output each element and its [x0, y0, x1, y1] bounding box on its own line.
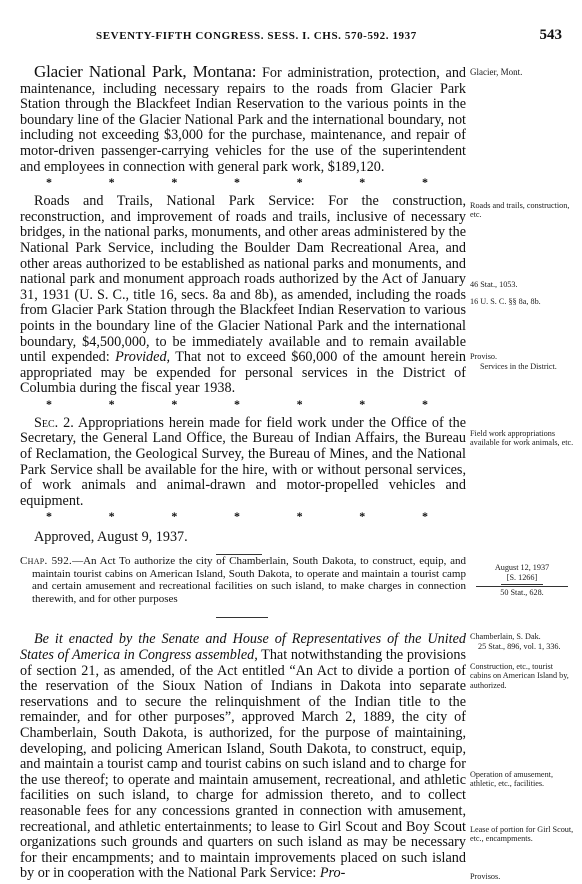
section-label: Sec. 2.	[34, 414, 74, 431]
roads-text: Roads and Trails, National Park Service: For the construction, reconstruction, and improvement of roads and trails, inclusive of necessary bridges, in the national parks, monuments, and other areas administered by the National Park Service, including the Boulder Dam Recreational Area, and other areas authorized to be established as national parks and monuments, and national park and monument approach roads authorized by the Act of January 31, 1931 (U. S. C., title 16, secs. 8a and 8b), as amended, including the roads from Glacier Park Station through the Blackfeet Indian Reservation to various points in the boundary line of the Glacier National Park and the international boundary, $4,500,000, to be immediately available and to remain available until expended:	[20, 193, 466, 366]
star: *	[233, 175, 240, 190]
star: *	[171, 509, 178, 524]
star: *	[46, 509, 52, 524]
approved-date: Approved, August 9, 1937.	[34, 529, 188, 546]
star: *	[421, 509, 428, 524]
margin-note-lease: Lease of portion for Girl Scout, etc., encampments.	[470, 825, 574, 844]
elision-stars-3	[20, 510, 466, 522]
margin-note-chamberlain: Chamberlain, S. Dak.	[470, 632, 541, 641]
provided-word: Provided,	[115, 349, 171, 366]
paragraph-enactment	[20, 632, 466, 882]
glacier-heading: Glacier National Park, Montana:	[34, 62, 257, 81]
margin-note-proviso-label: Proviso.	[470, 352, 498, 361]
running-header	[0, 27, 582, 50]
roads-text-2: That not to exceed $60,000 of the amount herein appropriated may be expended for personal services in the District of Columbia during the fiscal year 1938.	[20, 349, 466, 397]
star: *	[46, 175, 52, 190]
star: *	[171, 396, 178, 411]
star: *	[108, 396, 115, 411]
margin-note-chamberlain-stat: 25 Stat., 896, vol. 1, 336.	[478, 642, 561, 651]
paragraph-roads-trails	[20, 194, 466, 397]
margin-note-glacier: Glacier, Mont.	[470, 67, 523, 77]
stat-citation: 50 Stat., 628.	[476, 586, 568, 598]
star: *	[421, 175, 428, 190]
enacting-clause: Be it enacted by the Senate and House of Representatives of the United States of America in Congress assembled,	[20, 631, 466, 663]
star: *	[421, 396, 428, 411]
star: *	[46, 396, 52, 411]
chapter-label: Chap. 592.	[20, 555, 73, 568]
star: *	[296, 509, 303, 524]
star: *	[359, 509, 366, 524]
elision-stars-2	[20, 398, 466, 410]
sec-2-text: Appropriations herein made for field work under the Office of the Secretary, the General Land Office, the Bureau of Indian Affairs, the Bureau of Reclamation, the Geological Survey, the Bureau of Mines, and the National Park Service shall be available for the hire, with or without personal services, of work animals and animal-drawn and motor-propelled vehicles and equipment.	[20, 414, 467, 509]
chapter-title: —An Act To authorize the city of Chamberlain, South Dakota, to construct, equip, and maintain tourist cabins on American Island, South Dakota, to operate and maintain a tourist camp and certain amusement and recreational facilities on such island, to make charges in connection therewith, and for other purposes	[32, 555, 466, 605]
divider-rule	[216, 617, 268, 618]
enactment-text: That notwithstanding the provisions of section 21, as amended, of the Act entitled “An Act to divide a portion of the reservation of the Sioux Nation of Indians in Dakota into separate reservations and to secure the relinquishment of the Indian title to the remainder, and for other purposes”, approved March 2, 1889, the city of Chamberlain, South Dakota, is authorized, for the purpose of maintaining, developing, and policing American Island, South Dakota, to construct, equip, and maintain a tourist camp and tourist cabins on such island and to charge for the use thereof; to operate and maintain amusement, recreational, and athletic facilities on such island, to charge for admission thereto, and to collect reasonable fees for any concessions granted in connection with amusement, recreational, and athletic entertainments; to lease to Girl Scout and Boy Scout organizations such grounds and quarters on such island as may be necessary for their encampments; and to maintain improvements placed on such island by or in cooperation with the National Park Service:	[20, 647, 466, 882]
bill-number: [S. 1266]	[501, 573, 543, 585]
trailing-word: Pro-	[319, 865, 346, 882]
star: *	[296, 396, 303, 411]
page-number: 543	[539, 27, 562, 43]
margin-note-roads: Roads and trails, construction, etc.	[470, 201, 570, 220]
margin-note-stat: 46 Stat., 1053.	[470, 280, 518, 289]
star: *	[359, 396, 366, 411]
margin-note-provisos: Provisos.	[470, 872, 501, 881]
paragraph-glacier	[20, 64, 466, 175]
margin-note-construction: Construction, etc., tourist cabins on American Island by, authorized.	[470, 662, 569, 690]
margin-note-operation: Operation of amusement, athletic, etc., facilities.	[470, 770, 553, 789]
elision-stars-1	[20, 176, 466, 188]
star: *	[296, 175, 303, 190]
margin-note-usc: 16 U. S. C. §§ 8a, 8b.	[470, 297, 541, 306]
star: *	[233, 396, 240, 411]
main-text-column	[20, 64, 466, 882]
star: *	[108, 509, 115, 524]
star: *	[359, 175, 366, 190]
margin-note-date-block	[470, 563, 574, 598]
chapter-592-heading	[20, 555, 466, 605]
star: *	[108, 175, 115, 190]
star: *	[171, 175, 178, 190]
star: *	[233, 509, 240, 524]
running-title: SEVENTY-FIFTH CONGRESS. SESS. I. CHS. 570-592. 1937	[96, 30, 417, 42]
margin-note-proviso-text: Services in the District.	[480, 362, 557, 371]
glacier-text: For administration, protection, and maintenance, including necessary repairs to the roads from Glacier Park Station through the Blackfeet Indian Reservation to the various points in the boundary line of the Glacier National Park and the international boundary, not including not exceeding $3,000 for the purchase, maintenance, and repair of motor-driven passenger-carrying vehicles for the use of the superintendent and employees in connection with general park work, $189,120.	[20, 65, 467, 175]
margin-note-field-work: Field work appropriations available for work animals, etc.	[470, 429, 574, 448]
act-date: August 12, 1937	[494, 563, 550, 572]
paragraph-sec-2	[20, 416, 466, 510]
